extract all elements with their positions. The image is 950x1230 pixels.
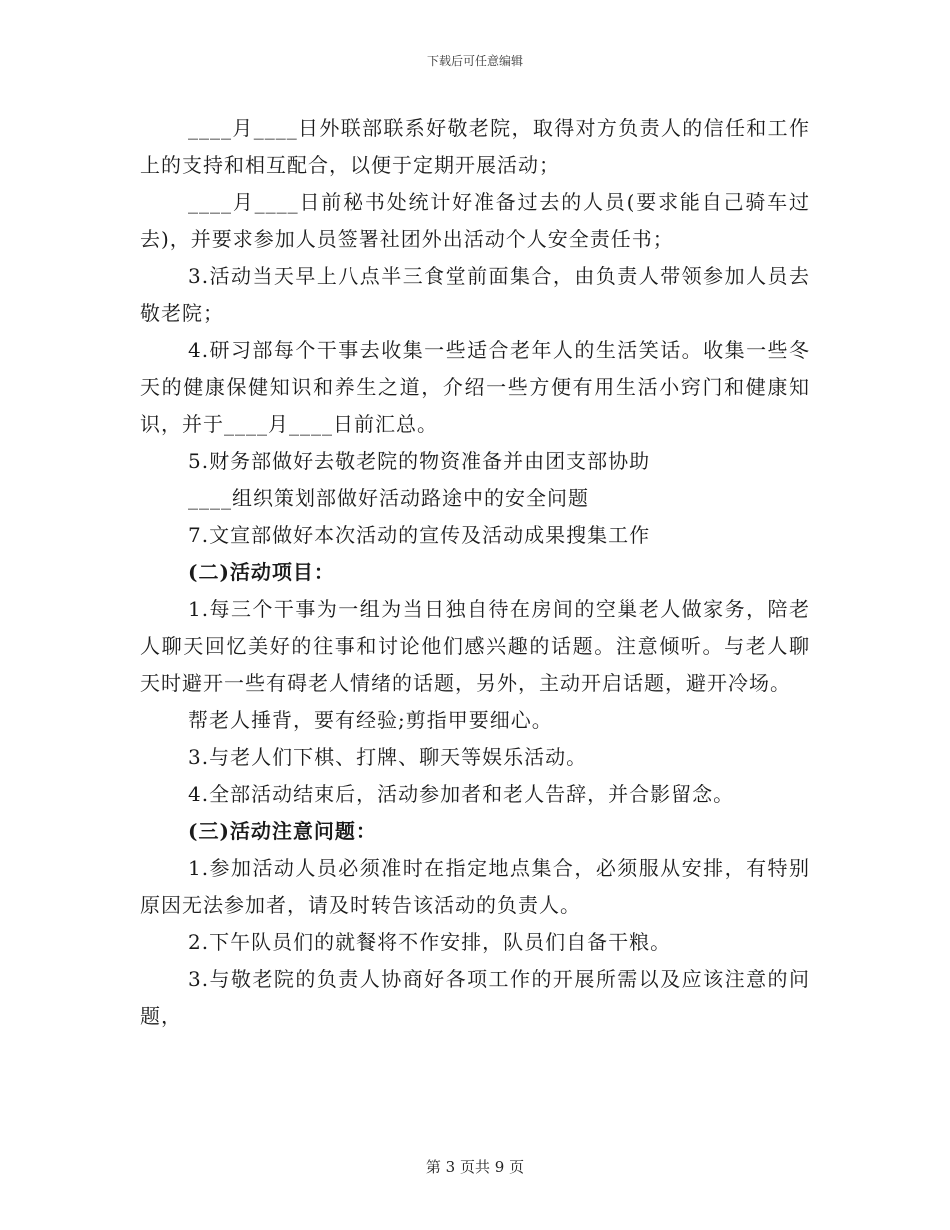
paragraph-outreach: ____月____日外联部联系好敬老院，取得对方负责人的信任和工作上的支持和相互配合，以便于定期开展活动； — [140, 116, 810, 177]
paragraph-note-1: 1.参加活动人员必须准时在指定地点集合，必须服从安排，有特别原因无法参加者，请及时转告该活动的负责人。 — [140, 856, 810, 917]
page-header: 下载后可任意编辑 — [426, 54, 523, 68]
section-heading-notes: (三)活动注意问题： — [188, 819, 377, 843]
paragraph-activity-massage: 帮老人捶背，要有经验;剪指甲要细心。 — [188, 708, 553, 732]
paragraph-item-5: 5.财务部做好去敬老院的物资准备并由团支部协助 — [188, 449, 651, 473]
paragraph-item-7: 7.文宣部做好本次活动的宣传及活动成果搜集工作 — [188, 523, 651, 547]
paragraph-item-4: 4.研习部每个干事去收集一些适合老年人的生活笑话。收集一些冬天的健康保健知识和养生之道，介绍一些方便有用生活小窍门和健康知识，并于____月____日前汇总。 — [140, 338, 810, 436]
page-footer: 第 3 页共 9 页 — [425, 1158, 525, 1176]
document-body — [140, 110, 810, 1035]
paragraph-item-3: 3.活动当天早上八点半三食堂前面集合，由负责人带领参加人员去敬老院； — [140, 264, 810, 325]
paragraph-secretariat: ____月____日前秘书处统计好准备过去的人员(要求能自己骑车过去)，并要求参加人员签署社团外出活动个人安全责任书； — [140, 190, 810, 251]
paragraph-activity-1: 1.每三个干事为一组为当日独自待在房间的空巢老人做家务，陪老人聊天回忆美好的往事和讨论他们感兴趣的话题。注意倾听。与老人聊天时避开一些有碍老人情绪的话题，另外，主动开启话题，避开冷场。 — [140, 597, 810, 695]
paragraph-note-2: 2.下午队员们的就餐将不作安排，队员们自备干粮。 — [188, 930, 672, 954]
paragraph-activity-4: 4.全部活动结束后，活动参加者和老人告辞，并合影留念。 — [188, 782, 735, 806]
section-heading-activities: (二)活动项目： — [188, 560, 335, 584]
paragraph-activity-3: 3.与老人们下棋、打牌、聊天等娱乐活动。 — [188, 745, 588, 769]
paragraph-note-3: 3.与敬老院的负责人协商好各项工作的开展所需以及应该注意的问题， — [140, 967, 810, 1028]
paragraph-planning: ____组织策划部做好活动路途中的安全问题 — [188, 486, 589, 510]
